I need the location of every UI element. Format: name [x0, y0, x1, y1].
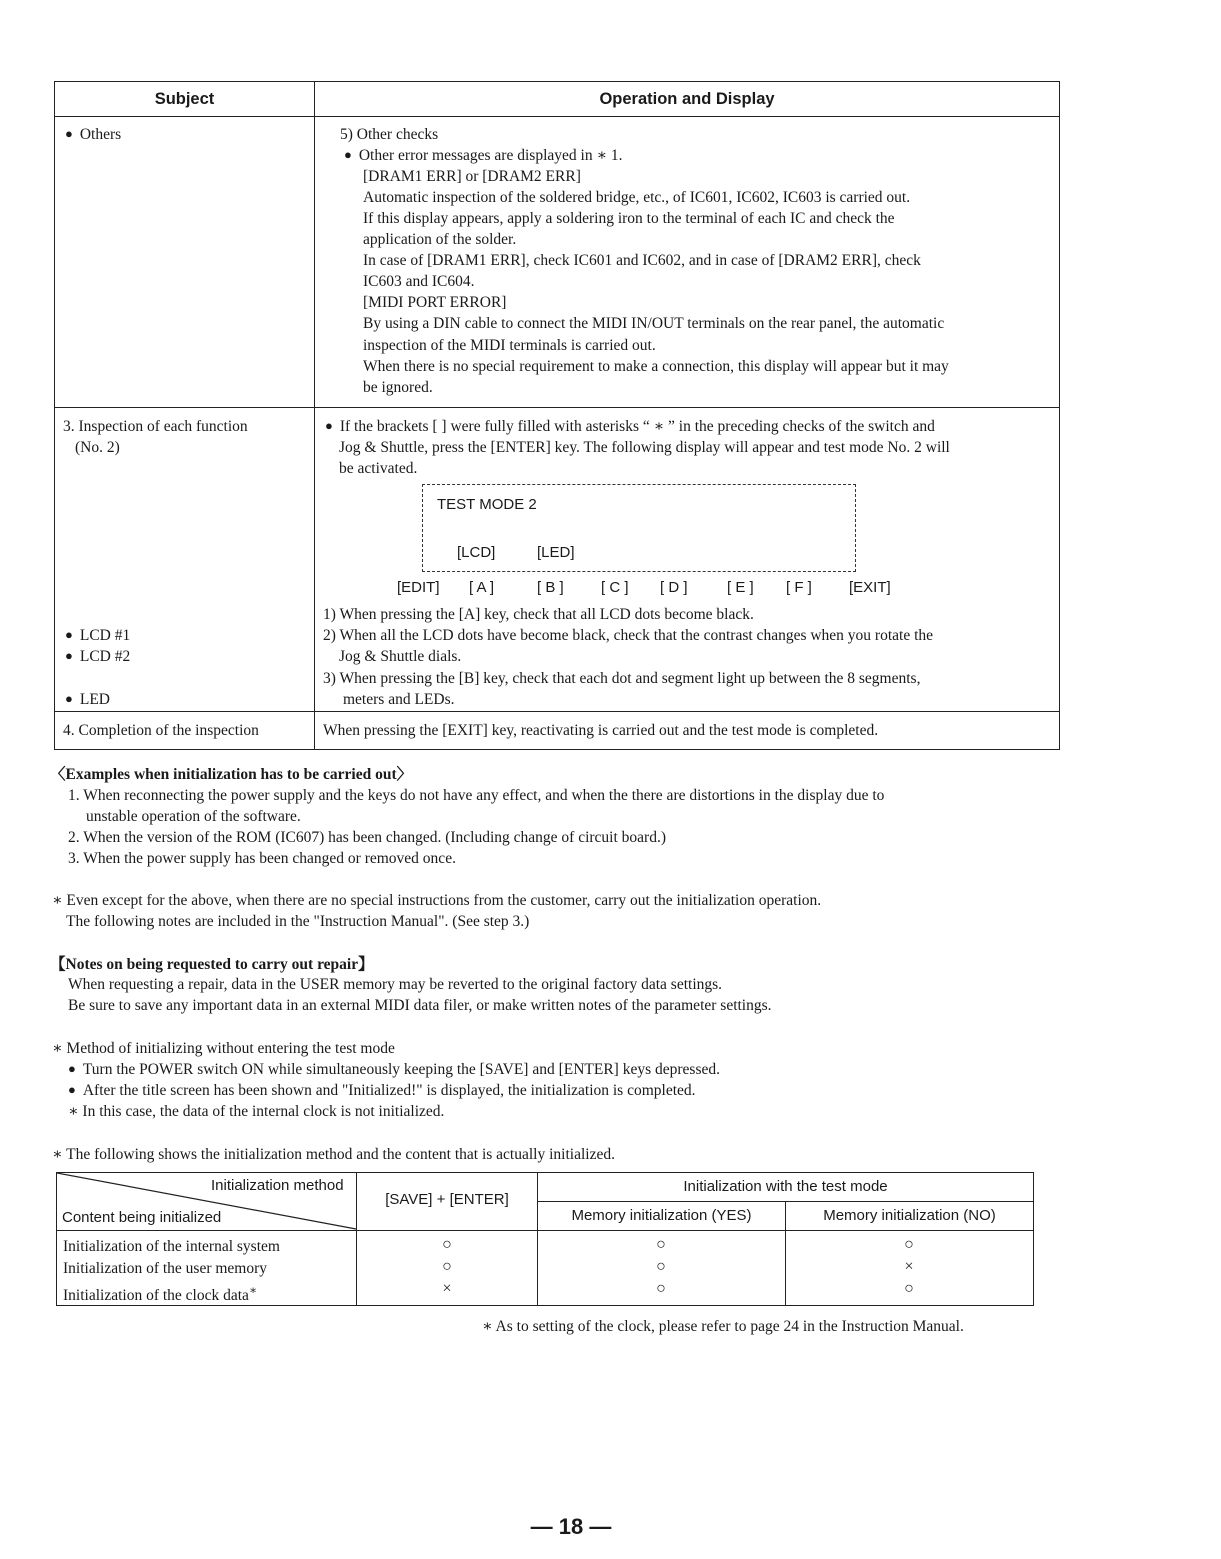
key-a: [ A ]: [469, 579, 495, 596]
col-save-enter: [SAVE] + [ENTER]: [385, 1191, 509, 1208]
cell-symbol: ○: [442, 1258, 452, 1275]
inspection-2-line: be activated.: [339, 460, 418, 477]
key-f: [ F ]: [786, 579, 812, 596]
detail-line: [DRAM1 ERR] or [DRAM2 ERR]: [363, 168, 581, 185]
subject-others: ● Others: [65, 124, 121, 145]
detail-line: [MIDI PORT ERROR]: [363, 294, 507, 311]
step-3-cont: meters and LEDs.: [343, 691, 455, 708]
cell-symbol: ×: [904, 1258, 914, 1275]
completion-text: When pressing the [EXIT] key, reactivating is carried out and the test mode is completed.: [323, 722, 879, 739]
header-subdivider: [537, 1201, 1033, 1202]
note-instruction-manual: The following notes are included in the "Instruction Manual". (See step 3.): [66, 913, 530, 930]
column-divider: [314, 82, 315, 749]
key-exit: [EXIT]: [849, 579, 891, 596]
example-3: 3. When the power supply has been changed or removed once.: [68, 850, 456, 867]
subject-completion: 4. Completion of the inspection: [63, 722, 259, 739]
inspection-2-line: Jog & Shuttle, press the [ENTER] key. The following display will appear and test mode No. 2 will: [339, 439, 950, 456]
detail-line: Automatic inspection of the soldered bridge, etc., of IC601, IC602, IC603 is carried out.: [363, 189, 911, 206]
detail-line: When there is no special requirement to make a connection, this display will appear but it may: [363, 358, 949, 375]
header-divider: [55, 116, 1059, 117]
lcd-test-mode-text: TEST MODE 2: [437, 496, 537, 513]
step-3: 3) When pressing the [B] key, check that each dot and segment light up between the 8 segments,: [323, 670, 921, 687]
other-checks-bullet: ● Other error messages are displayed in ∗ 1.: [344, 145, 622, 166]
clock-note: ∗ As to setting of the clock, please refer to page 24 in the Instruction Manual.: [482, 1318, 964, 1335]
header-divider: [57, 1230, 1033, 1231]
detail-line: application of the solder.: [363, 231, 517, 248]
col-memory-no: Memory initialization (NO): [823, 1207, 996, 1224]
page-number: — 18 —: [530, 1514, 612, 1539]
operation-header: Operation and Display: [599, 90, 775, 108]
examples-title: 〈Examples when initialization has to be carried out〉: [50, 766, 413, 783]
corner-method-label: Initialization method: [211, 1177, 344, 1194]
subject-lcd-2: ● LCD #2: [65, 646, 130, 667]
subject-inspection-2-no: (No. 2): [75, 439, 120, 456]
row-divider: [55, 711, 1059, 712]
key-b: [ B ]: [537, 579, 564, 596]
row-clock-label: Initialization of the clock data: [63, 1287, 249, 1305]
cell-symbol: ○: [656, 1236, 666, 1253]
repair-notes-title: 【Notes on being requested to carry out repair】: [50, 956, 374, 973]
lcd-display-box: [422, 484, 856, 572]
step-2: 2) When all the LCD dots have become black, check that the contrast changes when you rotate the: [323, 627, 934, 644]
init-intro: ∗ The following shows the initialization method and the content that is actually initialized.: [52, 1146, 615, 1163]
step-2-cont: Jog & Shuttle dials.: [339, 648, 462, 665]
key-d: [ D ]: [660, 579, 688, 596]
key-c: [ C ]: [601, 579, 629, 596]
cell-symbol: ×: [442, 1280, 452, 1297]
clock-asterisk: ∗: [248, 1283, 258, 1297]
note-initialization: ∗ Even except for the above, when there are no special instructions from the customer, carry out the initialization operation.: [52, 892, 822, 909]
row-internal-system: Initialization of the internal system: [63, 1238, 280, 1255]
detail-line: In case of [DRAM1 ERR], check IC601 and IC602, and in case of [DRAM2 ERR], check: [363, 252, 921, 269]
row-user-memory: Initialization of the user memory: [63, 1260, 268, 1277]
subject-header: Subject: [154, 90, 215, 108]
detail-line: IC603 and IC604.: [363, 273, 475, 290]
method-bullet: ● Turn the POWER switch ON while simultaneously keeping the [SAVE] and [ENTER] keys depressed.: [68, 1059, 720, 1080]
col-test-mode: Initialization with the test mode: [683, 1178, 888, 1195]
cell-symbol: ○: [904, 1280, 914, 1297]
cell-symbol: ○: [656, 1280, 666, 1297]
cell-symbol: ○: [904, 1236, 914, 1253]
example-2: 2. When the version of the ROM (IC607) has been changed. (Including change of circuit board.): [68, 829, 666, 846]
other-checks-title: 5) Other checks: [340, 126, 439, 143]
repair-note-line: When requesting a repair, data in the USER memory may be reverted to the original factory data settings.: [68, 976, 723, 993]
row-divider: [55, 407, 1059, 408]
col-memory-yes: Memory initialization (YES): [571, 1207, 752, 1224]
inspection-2-bullet: ● If the brackets [ ] were fully filled with asterisks “ ∗ ” in the preceding checks of the switch and: [325, 416, 935, 437]
cell-symbol: ○: [656, 1258, 666, 1275]
key-edit: [EDIT]: [397, 579, 440, 596]
example-1-cont: unstable operation of the software.: [86, 808, 301, 825]
subject-lcd-1: ● LCD #1: [65, 625, 130, 646]
method-bullet: ● After the title screen has been shown and "Initialized!" is displayed, the initialization is completed.: [68, 1080, 696, 1101]
detail-line: inspection of the MIDI terminals is carried out.: [363, 337, 656, 354]
example-1: 1. When reconnecting the power supply and the keys do not have any effect, and when the there are distortions in the display due to: [68, 787, 885, 804]
subject-inspection-2: 3. Inspection of each function: [63, 418, 248, 435]
detail-line: If this display appears, apply a soldering iron to the terminal of each IC and check the: [363, 210, 895, 227]
row-clock-data: [63, 1280, 257, 1306]
detail-line: By using a DIN cable to connect the MIDI IN/OUT terminals on the rear panel, the automatic: [363, 315, 945, 332]
initialization-table: [56, 1172, 1034, 1306]
repair-note-line: Be sure to save any important data in an external MIDI data filer, or make written notes of the parameter settings.: [68, 997, 772, 1014]
cell-symbol: ○: [442, 1236, 452, 1253]
detail-line: be ignored.: [363, 379, 433, 396]
led-label: [LED]: [537, 544, 575, 561]
subject-led: ● LED: [65, 689, 110, 710]
key-e: [ E ]: [727, 579, 754, 596]
lcd-label: [LCD]: [457, 544, 496, 561]
step-1: 1) When pressing the [A] key, check that all LCD dots become black.: [323, 606, 754, 623]
corner-content-label: Content being initialized: [62, 1209, 222, 1226]
inspection-table: [54, 81, 1060, 750]
method-title: ∗ Method of initializing without entering the test mode: [52, 1040, 395, 1057]
method-note: ∗ In this case, the data of the internal clock is not initialized.: [68, 1103, 445, 1120]
